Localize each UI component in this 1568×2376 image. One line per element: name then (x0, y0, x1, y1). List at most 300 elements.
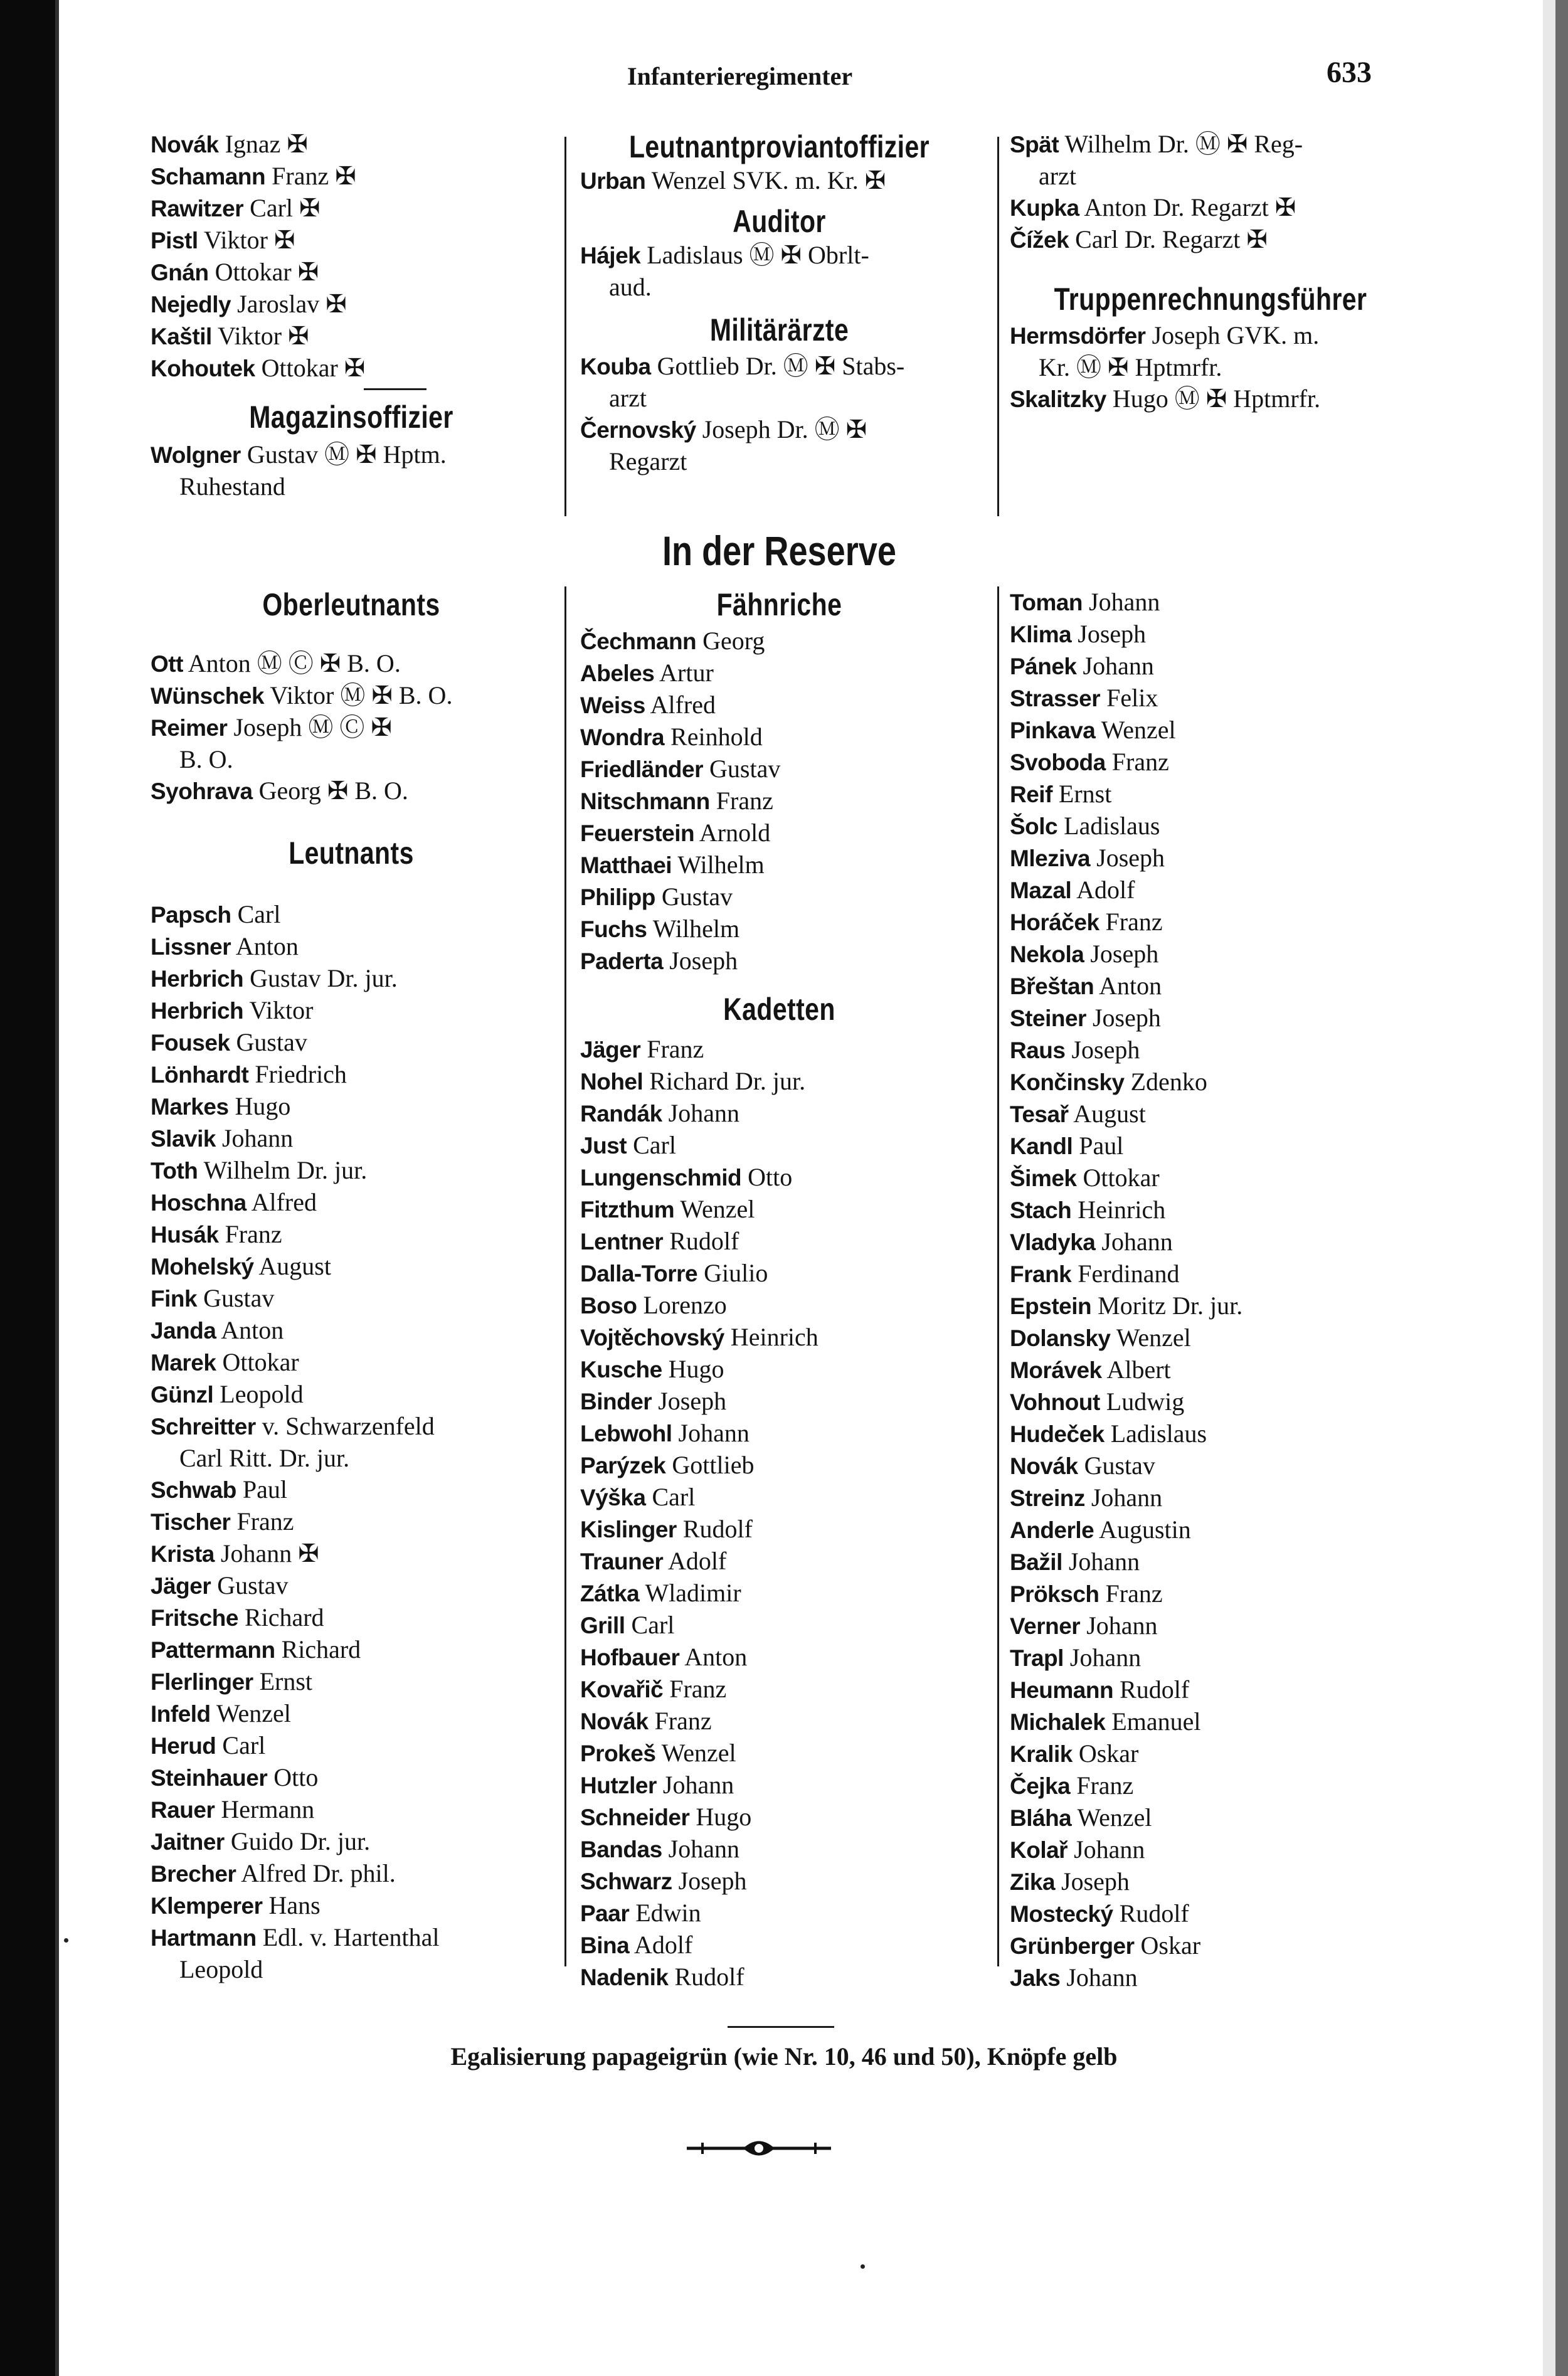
surname: Kouba (580, 354, 651, 379)
entry-details: Johann (1068, 1547, 1140, 1576)
surname: Vojtěchovský (580, 1325, 724, 1350)
running-head: Infanterieregimenter (627, 62, 853, 90)
name-entry (1010, 1130, 1411, 1162)
surname: Paar (580, 1901, 630, 1926)
name-entry (151, 1506, 552, 1538)
name-entry (580, 721, 978, 753)
entry-details: Johann (678, 1419, 750, 1447)
surname: Zátka (580, 1581, 640, 1606)
surname: Lissner (151, 934, 231, 960)
name-entry (1010, 129, 1411, 192)
surname: Philipp (580, 884, 655, 910)
surname: Schwarz (580, 1869, 672, 1894)
surname: Lentner (580, 1229, 664, 1254)
surname: Kovařič (580, 1677, 664, 1702)
entry-details: Johann ✠ (220, 1539, 319, 1567)
entry-details: Adolf (668, 1547, 727, 1575)
surname: Wondra (580, 724, 665, 750)
surname: Hutzler (580, 1773, 657, 1798)
name-entry (151, 1123, 552, 1155)
entry-details: Hugo (235, 1092, 291, 1120)
column-3-reserve (1010, 586, 1411, 1994)
name-entry (151, 899, 552, 931)
name-entry (151, 1922, 552, 1985)
name-entry (580, 1737, 978, 1769)
end-ornament (684, 2133, 834, 2164)
surname: Anderle (1010, 1517, 1094, 1543)
entry-details: Johann (1101, 1228, 1173, 1256)
entry-details: Viktor Ⓜ ✠ B. O. (270, 681, 453, 709)
name-entry (1010, 1450, 1411, 1482)
surname: Čejka (1010, 1773, 1071, 1799)
surname: Novák (1010, 1453, 1078, 1479)
name-entry (151, 648, 552, 680)
entry-details: Joseph (658, 1387, 727, 1415)
entry-details: Viktor ✠ (218, 322, 309, 350)
name-entry (580, 1226, 978, 1258)
entry-details: Ignaz ✠ (225, 130, 308, 158)
surname: Svoboda (1010, 750, 1106, 775)
entry-details: Heinrich (730, 1323, 818, 1351)
name-entry (151, 1698, 552, 1730)
entry-details: Oskar (1140, 1931, 1201, 1960)
entry-details: Ladislaus (1110, 1419, 1207, 1448)
entry-details: Franz (1105, 1579, 1163, 1608)
entry-details: Wenzel (661, 1739, 736, 1767)
name-entry (151, 321, 552, 353)
name-entry (580, 1929, 978, 1961)
entry-details: Rudolf (1119, 1899, 1189, 1928)
entry-details: Wilhelm Dr. Ⓜ ✠ Reg- (1064, 130, 1303, 158)
surname: Vladyka (1010, 1229, 1096, 1255)
name-entry (580, 1514, 978, 1546)
surname: Janda (151, 1318, 216, 1344)
surname: Kohoutek (151, 356, 255, 381)
surname: Bláha (1010, 1805, 1072, 1831)
surname: Markes (151, 1094, 229, 1120)
surname: Krista (151, 1541, 215, 1567)
name-entry (1010, 1482, 1411, 1514)
entry-details: Joseph (669, 947, 738, 975)
surname: Hudeček (1010, 1421, 1104, 1447)
entry-details: Emanuel (1111, 1707, 1201, 1736)
surname: Rauer (151, 1797, 215, 1823)
entry-details: Felix (1106, 684, 1158, 712)
surname: Pistl (151, 228, 198, 253)
column-2-top (580, 129, 978, 477)
surname: Stach (1010, 1197, 1072, 1223)
entry-details: Hans (268, 1891, 320, 1919)
name-entry (1010, 874, 1411, 906)
surname: Hartmann (151, 1925, 257, 1951)
name-entry (1010, 1098, 1411, 1130)
name-entry (1010, 1386, 1411, 1418)
name-entry (580, 1290, 978, 1322)
entry-details: Wenzel (216, 1699, 291, 1727)
name-entry (151, 1155, 552, 1187)
surname: Toman (1010, 590, 1083, 615)
name-entry (1010, 1962, 1411, 1994)
surname: Epstein (1010, 1293, 1092, 1319)
surname: Herud (151, 1733, 216, 1759)
surname: Parýzek (580, 1453, 666, 1478)
name-entry (1010, 1834, 1411, 1866)
name-entry (580, 1098, 978, 1130)
surname: Günzl (151, 1382, 214, 1408)
entry-details: Ernst (259, 1667, 313, 1695)
name-entry (151, 931, 552, 963)
footer-note: Egalisierung papageigrün (wie Nr. 10, 46 und 50), Knöpfe gelb (450, 2042, 1118, 2071)
surname: Matthaei (580, 852, 672, 878)
surname: Novák (580, 1709, 649, 1734)
entry-details: Gustav (217, 1571, 289, 1599)
surname: Fritsche (151, 1605, 238, 1631)
entry-details: Joseph (1078, 620, 1147, 648)
entry-details: Giulio (704, 1259, 768, 1287)
surname: Čížek (1010, 227, 1069, 253)
name-entry (151, 1091, 552, 1123)
surname: Hoschna (151, 1190, 246, 1216)
entry-details: Hermann (221, 1795, 315, 1823)
auditor-list (580, 240, 978, 303)
entry-details: Ottokar (1083, 1164, 1160, 1192)
entry-details: Gustav (236, 1028, 307, 1056)
entry-continuation: Carl Ritt. Dr. jur. (179, 1444, 350, 1472)
surname: Wünschek (151, 683, 265, 709)
surname: Grill (580, 1613, 625, 1638)
surname: Raus (1010, 1037, 1066, 1063)
surname: Michalek (1010, 1709, 1106, 1735)
entry-details: Johann (1066, 1963, 1138, 1991)
name-entry (580, 1897, 978, 1929)
oberleutnants-list (151, 648, 552, 807)
name-entry (1010, 586, 1411, 618)
entry-details: Johann (668, 1099, 739, 1127)
entry-details: Alfred (650, 691, 716, 719)
name-entry (151, 1570, 552, 1602)
surname: Bandas (580, 1837, 662, 1862)
name-entry (1010, 906, 1411, 938)
name-entry (580, 1450, 978, 1482)
entry-details: Edl. v. Hartenthal (262, 1923, 440, 1951)
entry-details: Georg (702, 627, 765, 655)
entry-details: Edwin (635, 1899, 701, 1927)
name-entry (151, 712, 552, 775)
name-entry (151, 1794, 552, 1826)
entry-continuation: arzt (1039, 162, 1076, 190)
scan-left-edge (0, 0, 56, 2376)
name-entry (580, 1705, 978, 1737)
entry-details: Zdenko (1130, 1068, 1207, 1096)
column-3-top (1010, 129, 1411, 415)
surname: Nohel (580, 1069, 644, 1095)
heading-oberleutnants: Oberleutnants (262, 587, 440, 622)
surname: Verner (1010, 1613, 1081, 1639)
name-entry (1010, 1578, 1411, 1610)
name-entry (580, 625, 978, 657)
entry-details: Carl (652, 1483, 696, 1511)
name-entry (151, 1027, 552, 1059)
surname: Černovský (580, 417, 696, 443)
entry-details: Anton Dr. Regarzt ✠ (1084, 193, 1296, 221)
surname: Mostecký (1010, 1901, 1113, 1927)
column-1-reserve (151, 586, 552, 1985)
name-entry (151, 193, 552, 225)
entry-details: Ladislaus (1064, 812, 1160, 840)
name-entry (1010, 618, 1411, 650)
name-entry (580, 1034, 978, 1066)
surname: Pánek (1010, 654, 1077, 679)
name-entry (1010, 1898, 1411, 1930)
surname: Břeštan (1010, 973, 1094, 999)
entry-details: Jaroslav ✠ (237, 290, 347, 318)
name-entry (1010, 1034, 1411, 1066)
name-entry (580, 1322, 978, 1354)
entry-details: Franz (225, 1220, 282, 1248)
surname: Pinkava (1010, 718, 1096, 743)
name-entry (580, 785, 978, 817)
surname: Papsch (151, 902, 231, 928)
entry-details: Carl (237, 900, 281, 928)
entry-details: Gustav (203, 1284, 275, 1312)
entry-details: Johann (1091, 1483, 1163, 1512)
entry-details: Paul (1079, 1132, 1124, 1160)
surname: Schwab (151, 1477, 236, 1503)
surname: Just (580, 1133, 627, 1159)
entry-details: Rudolf (669, 1227, 739, 1255)
surname: Kralik (1010, 1741, 1073, 1767)
name-entry (1010, 320, 1411, 383)
entry-details: Lorenzo (643, 1291, 727, 1319)
entry-details: Moritz Dr. jur. (1098, 1291, 1243, 1320)
surname: Binder (580, 1389, 652, 1414)
heading-leutnants: Leutnants (289, 835, 414, 871)
name-entry (580, 1610, 978, 1641)
entry-details: Joseph (1096, 844, 1165, 872)
name-entry (151, 289, 552, 321)
name-entry (151, 1730, 552, 1762)
name-entry (580, 753, 978, 785)
surname: Wolgner (151, 442, 241, 468)
name-entry (1010, 1546, 1411, 1578)
surname: Pattermann (151, 1637, 275, 1663)
name-entry (1010, 938, 1411, 970)
surname: Paderta (580, 948, 664, 974)
name-entry (1010, 714, 1411, 746)
entry-details: Anton Ⓜ Ⓒ ✠ B. O. (188, 649, 401, 677)
name-entry (1010, 746, 1411, 778)
name-entry (151, 775, 552, 807)
entry-details: Joseph Ⓜ Ⓒ ✠ (233, 713, 392, 741)
surname: Fink (151, 1286, 198, 1312)
heading-auditor: Auditor (733, 204, 826, 239)
surname: Urban (580, 168, 646, 194)
surname: Spät (1010, 132, 1059, 157)
name-entry (1010, 1162, 1411, 1194)
name-entry (151, 995, 552, 1027)
entry-details: Johann (1074, 1835, 1145, 1864)
entry-details: Gustav (1084, 1451, 1155, 1480)
surname: Rawitzer (151, 196, 244, 221)
surname: Syohrava (151, 778, 253, 804)
entry-details: Friedrich (255, 1060, 347, 1088)
name-entry (580, 414, 978, 477)
entry-details: Johann (668, 1835, 739, 1863)
name-entry (580, 240, 978, 303)
name-entry (580, 1482, 978, 1514)
surname: Herbrich (151, 998, 244, 1024)
name-entry (580, 1769, 978, 1801)
column-2-reserve (580, 586, 978, 1993)
surname: Abeles (580, 660, 655, 686)
entry-details: Franz ✠ (272, 162, 356, 190)
surname: Morávek (1010, 1357, 1102, 1383)
entry-details: Joseph (1061, 1867, 1130, 1896)
name-entry (580, 1194, 978, 1226)
entry-details: Artur (659, 659, 714, 687)
entry-continuation: Kr. Ⓜ ✠ Hptmrfr. (1039, 353, 1222, 381)
name-entry (151, 1251, 552, 1283)
name-entry (151, 1379, 552, 1411)
entry-details: Johann (1083, 652, 1154, 680)
entry-details: Carl ✠ (250, 194, 320, 222)
name-entry (151, 1826, 552, 1858)
entry-details: Franz (1111, 748, 1169, 776)
entry-details: v. Schwarzenfeld (262, 1412, 435, 1440)
name-entry (580, 1673, 978, 1705)
surname: Fitzthum (580, 1197, 675, 1222)
name-entry (1010, 1354, 1411, 1386)
name-entry (151, 1411, 552, 1474)
name-entry (151, 1762, 552, 1794)
entry-details: Rudolf (682, 1515, 753, 1543)
entry-details: Joseph (678, 1867, 747, 1895)
entry-details: Ludwig (1106, 1387, 1185, 1416)
name-entry (1010, 1738, 1411, 1770)
entry-details: Carl Dr. Regarzt ✠ (1075, 225, 1268, 253)
surname: Brecher (151, 1861, 236, 1887)
name-entry (1010, 1642, 1411, 1674)
entry-details: Johann (1069, 1643, 1142, 1672)
surname: Zika (1010, 1869, 1056, 1895)
heading-truppenrechnungsfuehrer: Truppenrechnungsführer (1054, 282, 1367, 317)
name-entry (1010, 192, 1411, 224)
heading-faehnriche: Fähnriche (716, 587, 842, 622)
surname: Fousek (151, 1030, 230, 1056)
name-entry (1010, 970, 1411, 1002)
entry-details: Wilhelm (652, 915, 740, 943)
entry-details: Wenzel (1101, 716, 1176, 744)
surname: Lungenschmid (580, 1165, 742, 1191)
name-entry (151, 1890, 552, 1922)
name-entry (151, 1283, 552, 1315)
surname: Nejedly (151, 292, 231, 317)
scan-speck (861, 2264, 865, 2269)
entry-details: Gustav Dr. jur. (250, 964, 398, 992)
surname: Toth (151, 1158, 198, 1184)
surname: Kupka (1010, 195, 1079, 221)
surname: Ott (151, 651, 183, 677)
name-entry (580, 1354, 978, 1386)
surname: Heumann (1010, 1677, 1114, 1703)
surname: Tesař (1010, 1101, 1069, 1127)
surname: Novák (151, 132, 219, 157)
heading-magazinsoffizier: Magazinsoffizier (249, 400, 453, 435)
name-entry (151, 257, 552, 289)
entry-details: Guido Dr. jur. (230, 1827, 371, 1855)
section-divider (364, 388, 426, 390)
entry-details: Richard (244, 1603, 324, 1631)
heading-kadetten: Kadetten (723, 992, 835, 1027)
page-number: 633 (1327, 56, 1372, 89)
name-entry (1010, 1674, 1411, 1706)
name-entry (1010, 1930, 1411, 1962)
name-entry (580, 1258, 978, 1290)
name-entry (1010, 1706, 1411, 1738)
entry-details: Wenzel (1077, 1803, 1152, 1832)
name-entry (151, 1187, 552, 1219)
surname: Schreitter (151, 1414, 256, 1440)
name-entry (151, 225, 552, 257)
name-entry (1010, 383, 1411, 415)
surname: Streinz (1010, 1485, 1085, 1511)
entry-details: Viktor (249, 996, 314, 1024)
surname: Kusche (580, 1357, 662, 1382)
entry-details: Viktor ✠ (203, 226, 295, 254)
surname: Hofbauer (580, 1645, 680, 1670)
surname: Flerlinger (151, 1669, 253, 1695)
entry-details: Reinhold (670, 723, 763, 751)
surname: Jaks (1010, 1965, 1061, 1991)
name-entry (580, 1546, 978, 1578)
entry-details: Wenzel (680, 1195, 755, 1223)
name-entry (1010, 1770, 1411, 1802)
entry-continuation: Regarzt (609, 447, 687, 475)
entry-details: Hugo Ⓜ ✠ Hptmrfr. (1112, 385, 1321, 413)
surname: Vohnout (1010, 1389, 1100, 1415)
surname: Lönhardt (151, 1062, 249, 1088)
entry-details: Alfred (251, 1188, 317, 1216)
surname: Klima (1010, 622, 1072, 647)
entry-details: Joseph GVK. m. (1152, 321, 1320, 349)
entry-details: Anton (1099, 972, 1162, 1000)
scan-right-margin (1543, 0, 1555, 2376)
entry-details: Ottokar ✠ (215, 258, 319, 286)
surname: Trapl (1010, 1645, 1064, 1671)
entry-continuation: aud. (609, 273, 652, 301)
magazinsoffizier-list (151, 439, 552, 502)
entry-details: Adolf (633, 1931, 693, 1959)
entry-details: Gottlieb (672, 1451, 755, 1479)
entry-details: Franz (1076, 1771, 1134, 1800)
entry-details: Joseph (1071, 1036, 1140, 1064)
entry-details: Alfred Dr. phil. (241, 1859, 396, 1887)
heading-militaeraerzte: Militärärzte (709, 312, 849, 347)
name-entry (1010, 1226, 1411, 1258)
name-entry (1010, 682, 1411, 714)
entry-details: Ferdinand (1078, 1260, 1180, 1288)
column-rule-top-right (997, 137, 999, 516)
surname: Bina (580, 1933, 630, 1958)
name-entry (1010, 1290, 1411, 1322)
entry-details: Franz (236, 1507, 294, 1535)
surname: Šolc (1010, 814, 1058, 839)
name-entry (1010, 842, 1411, 874)
entry-details: Arnold (699, 819, 771, 847)
entry-details: Albert (1106, 1355, 1171, 1384)
surname: Nekola (1010, 941, 1084, 967)
footer-rule (728, 2026, 834, 2028)
